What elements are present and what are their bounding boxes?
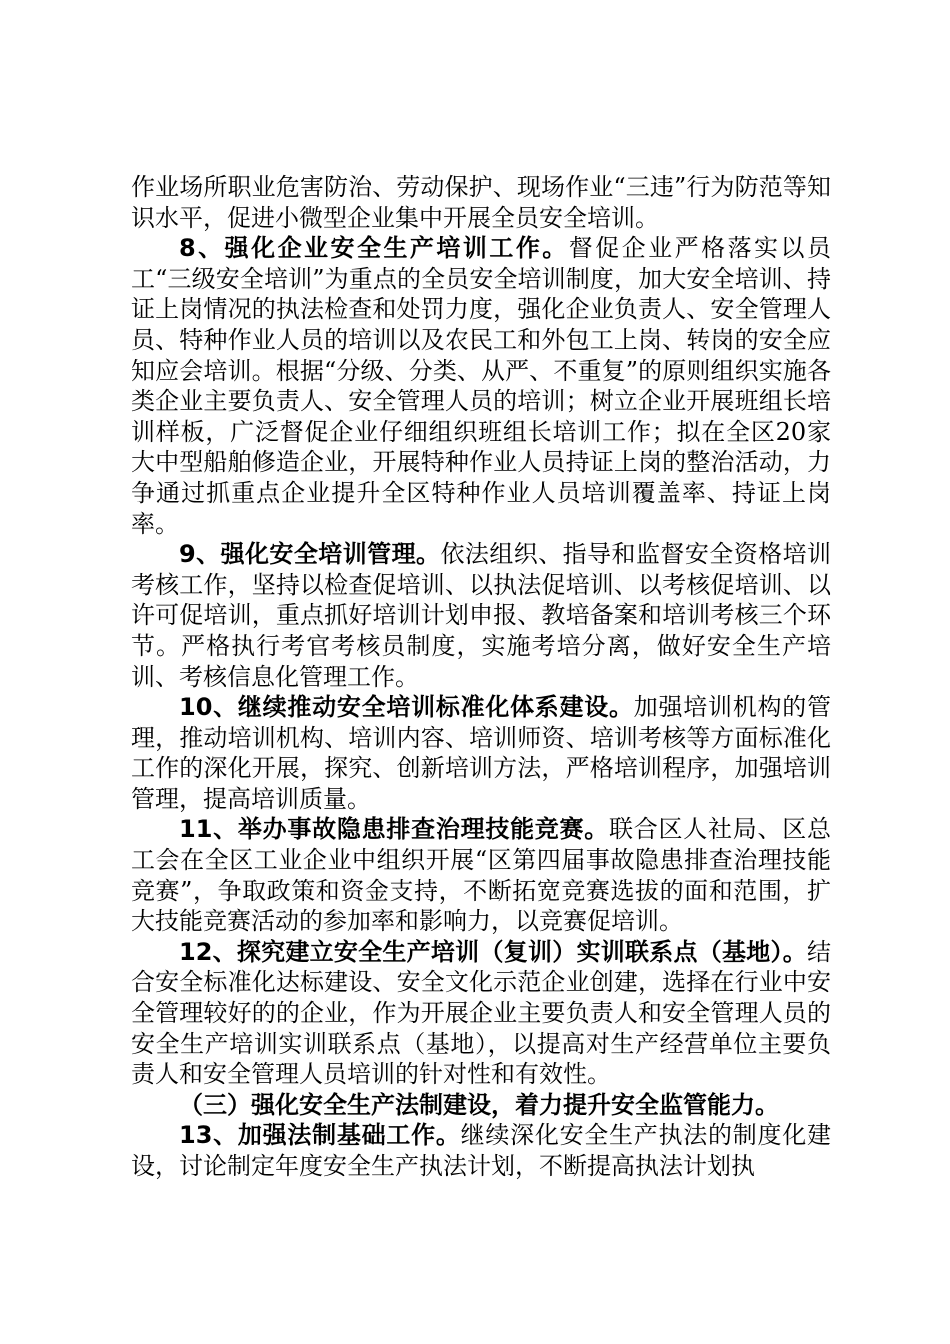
item-body: 依法组织、指导和监督安全资格培训考核工作，坚持以检查促培训、以执法促培训、以考核促培训、以许可促培训，重点抓好培训计划申报、教培备案和培训考核三个环节。严格执行考官考核员制度，实施考培分离，做好安全生产培训、考核信息化管理工作。 [131,540,832,691]
item-body: 督促企业严格落实以员工“三级安全培训”为重点的全员安全培训制度，加大安全培训、持证上岗情况的执法检查和处罚力度，强化企业负责人、安全管理人员、特种作业人员的培训以及农民工和外包工上岗、转岗的安全应知应会培训。根据“分级、分类、从严、不重复”的原则组织实施各类企业主要负责人、安全管理人员的培训；树立企业开展班组长培训样板，广泛督促企业仔细组织班组长培训工作；拟在全区20家大中型船舶修造企业，开展特种作业人员持证上岗的整治活动，力争通过抓重点企业提升全区特种作业人员培训覆盖率、持证上岗率。 [131,234,832,538]
item-heading: 12、探究建立安全生产培训（复训）实训联系点（基地）。 [179,937,807,966]
item-body: 结合安全标准化达标建设、安全文化示范企业创建，选择在行业中安全管理较好的的企业，作为开展企业主要负责人和安全管理人员的安全生产培训实训联系点（基地），以提高对生产经营单位主要负责人和安全管理人员培训的针对性和有效性。 [131,937,831,1089]
item-heading: 10、继续推动安全培训标准化体系建设。 [179,693,634,722]
paragraph-continuation: 作业场所职业危害防治、劳动保护、现场作业“三违”行为防范等知识水平，促进小微型企业集中开展全员安全培训。 [131,173,831,232]
item-heading: 9、强化安全培训管理。 [179,540,441,569]
item-body: 加强培训机构的管理，推动培训机构、培训内容、培训师资、培训考核等方面标准化工作的深化开展，探究、创新培训方法，严格培训程序，加强培训管理，提高培训质量。 [131,693,832,813]
item-body: 继续深化安全生产执法的制度化建设，讨论制定年度安全生产执法计划，不断提高执法计划执 [131,1121,832,1180]
paragraph-item-12 [131,937,831,1090]
paragraph-item-8 [131,233,831,539]
document-page [131,172,831,1182]
item-heading: 13、加强法制基础工作。 [179,1121,461,1150]
paragraph-item-11 [131,814,831,936]
paragraph-item-9 [131,539,831,692]
paragraph-item-10 [131,692,831,814]
item-body: 联合区人社局、区总工会在全区工业企业中组织开展“区第四届事故隐患排查治理技能竞赛”，争取政策和资金支持，不断拓宽竞赛选拔的面和范围，扩大技能竞赛活动的参加率和影响力，以竞赛促培训。 [131,815,831,936]
section-heading-3: （三）强化安全生产法制建设，着力提升安全监管能力。 [179,1090,779,1119]
item-heading: 8、强化企业安全生产培训工作。 [179,234,569,263]
item-heading: 11、举办事故隐患排查治理技能竞赛。 [179,815,610,844]
paragraph-item-13 [131,1120,831,1181]
